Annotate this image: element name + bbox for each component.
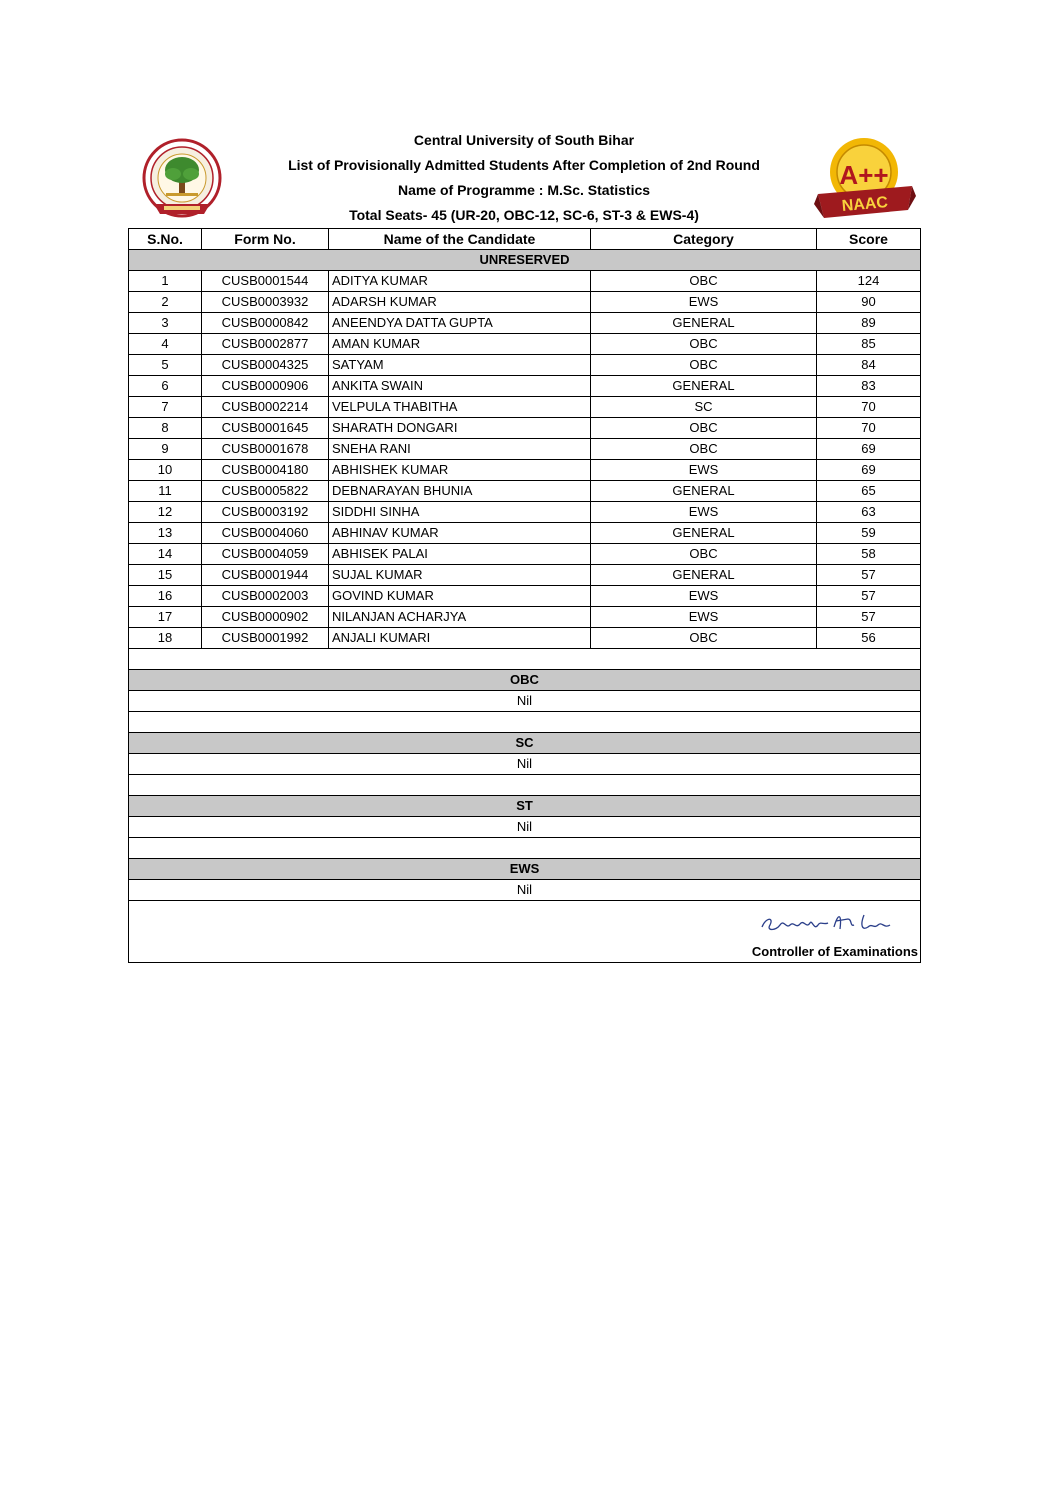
nil-row-sc <box>129 754 921 775</box>
cell-sno: 18 <box>129 628 202 649</box>
cell-score: 69 <box>817 460 921 481</box>
cell-category: GENERAL <box>591 481 817 502</box>
cell-form-no: CUSB0003932 <box>202 292 329 313</box>
cell-form-no: CUSB0003192 <box>202 502 329 523</box>
cell-category: GENERAL <box>591 376 817 397</box>
cell-sno: 16 <box>129 586 202 607</box>
column-header-category: Category <box>591 229 817 250</box>
cell-category: EWS <box>591 586 817 607</box>
cell-candidate-name: ABHISEK PALAI <box>329 544 591 565</box>
cell-sno: 15 <box>129 565 202 586</box>
table-row <box>129 460 921 481</box>
table-row <box>129 397 921 418</box>
section-label: UNRESERVED <box>129 250 921 271</box>
column-header-sno: S.No. <box>129 229 202 250</box>
cell-candidate-name: ANKITA SWAIN <box>329 376 591 397</box>
cell-sno: 7 <box>129 397 202 418</box>
signatory-label: Controller of Examinations <box>751 944 918 959</box>
cell-form-no: CUSB0001544 <box>202 271 329 292</box>
cell-category: OBC <box>591 355 817 376</box>
cell-candidate-name: GOVIND KUMAR <box>329 586 591 607</box>
cell-category: OBC <box>591 334 817 355</box>
table-row <box>129 502 921 523</box>
programme-name: Name of Programme : M.Sc. Statistics <box>397 182 651 198</box>
cell-candidate-name: ABHINAV KUMAR <box>329 523 591 544</box>
admission-list-table <box>128 228 921 963</box>
column-header-name: Name of the Candidate <box>329 229 591 250</box>
column-header-form-no: Form No. <box>202 229 329 250</box>
cell-score: 56 <box>817 628 921 649</box>
cell-score: 57 <box>817 607 921 628</box>
badge-ribbon-text: NAAC <box>841 194 889 215</box>
handwritten-signature-icon <box>756 907 896 937</box>
cell-category: OBC <box>591 628 817 649</box>
cell-form-no: CUSB0000842 <box>202 313 329 334</box>
cell-candidate-name: SATYAM <box>329 355 591 376</box>
section-heading-ews <box>129 859 921 880</box>
cell-candidate-name: DEBNARAYAN BHUNIA <box>329 481 591 502</box>
cell-sno: 4 <box>129 334 202 355</box>
cell-candidate-name: VELPULA THABITHA <box>329 397 591 418</box>
cell-form-no: CUSB0004059 <box>202 544 329 565</box>
signature-cell <box>129 901 921 963</box>
cell-sno: 17 <box>129 607 202 628</box>
cell-candidate-name: ANEENDYA DATTA GUPTA <box>329 313 591 334</box>
cell-candidate-name: ADARSH KUMAR <box>329 292 591 313</box>
table-row <box>129 313 921 334</box>
table-row <box>129 565 921 586</box>
cell-candidate-name: ANJALI KUMARI <box>329 628 591 649</box>
cell-candidate-name: SNEHA RANI <box>329 439 591 460</box>
cell-category: GENERAL <box>591 523 817 544</box>
signature-row <box>129 901 921 963</box>
cell-category: EWS <box>591 502 817 523</box>
cell-form-no: CUSB0004060 <box>202 523 329 544</box>
cell-sno: 5 <box>129 355 202 376</box>
nil-text: Nil <box>129 691 921 712</box>
cell-score: 90 <box>817 292 921 313</box>
cell-form-no: CUSB0004180 <box>202 460 329 481</box>
cell-sno: 13 <box>129 523 202 544</box>
section-heading-obc <box>129 670 921 691</box>
section-label: ST <box>129 796 921 817</box>
table-row <box>129 439 921 460</box>
cell-form-no: CUSB0004325 <box>202 355 329 376</box>
cell-score: 57 <box>817 565 921 586</box>
cell-score: 59 <box>817 523 921 544</box>
university-name: Central University of South Bihar <box>413 132 635 148</box>
cell-category: EWS <box>591 607 817 628</box>
cell-sno: 8 <box>129 418 202 439</box>
cell-form-no: CUSB0001645 <box>202 418 329 439</box>
cell-candidate-name: NILANJAN ACHARJYA <box>329 607 591 628</box>
document-header <box>128 130 920 228</box>
spacer-row <box>129 838 921 859</box>
table-row <box>129 418 921 439</box>
cell-sno: 3 <box>129 313 202 334</box>
nil-text: Nil <box>129 817 921 838</box>
cell-form-no: CUSB0002003 <box>202 586 329 607</box>
section-label: EWS <box>129 859 921 880</box>
nil-row-obc <box>129 691 921 712</box>
column-header-score: Score <box>817 229 921 250</box>
cell-form-no: CUSB0000906 <box>202 376 329 397</box>
cell-candidate-name: SIDDHI SINHA <box>329 502 591 523</box>
nil-text: Nil <box>129 754 921 775</box>
nil-row-st <box>129 817 921 838</box>
table-row <box>129 607 921 628</box>
section-label: SC <box>129 733 921 754</box>
cell-sno: 6 <box>129 376 202 397</box>
cell-form-no: CUSB0002877 <box>202 334 329 355</box>
cell-sno: 2 <box>129 292 202 313</box>
table-row <box>129 586 921 607</box>
cell-score: 85 <box>817 334 921 355</box>
table-row <box>129 271 921 292</box>
cell-candidate-name: ABHISHEK KUMAR <box>329 460 591 481</box>
cell-form-no: CUSB0001678 <box>202 439 329 460</box>
cell-score: 69 <box>817 439 921 460</box>
cell-form-no: CUSB0001992 <box>202 628 329 649</box>
table-row <box>129 334 921 355</box>
nil-row-ews <box>129 880 921 901</box>
cell-category: EWS <box>591 292 817 313</box>
table-row <box>129 376 921 397</box>
cell-category: GENERAL <box>591 565 817 586</box>
cell-sno: 10 <box>129 460 202 481</box>
cell-category: OBC <box>591 439 817 460</box>
table-row <box>129 523 921 544</box>
cell-score: 83 <box>817 376 921 397</box>
spacer-row <box>129 775 921 796</box>
total-seats: Total Seats- 45 (UR-20, OBC-12, SC-6, ST-3 & EWS-4) <box>349 207 699 223</box>
cell-sno: 12 <box>129 502 202 523</box>
section-label: OBC <box>129 670 921 691</box>
list-title: List of Provisionally Admitted Students After Completion of 2nd Round <box>288 157 760 173</box>
cell-score: 65 <box>817 481 921 502</box>
table-row <box>129 481 921 502</box>
section-heading-st <box>129 796 921 817</box>
cell-category: OBC <box>591 271 817 292</box>
table-row <box>129 292 921 313</box>
cell-form-no: CUSB0001944 <box>202 565 329 586</box>
cell-score: 124 <box>817 271 921 292</box>
section-heading-unreserved <box>129 250 921 271</box>
table-row <box>129 355 921 376</box>
cell-candidate-name: ADITYA KUMAR <box>329 271 591 292</box>
table-row <box>129 628 921 649</box>
cell-score: 70 <box>817 397 921 418</box>
cell-score: 58 <box>817 544 921 565</box>
cell-score: 57 <box>817 586 921 607</box>
cell-form-no: CUSB0005822 <box>202 481 329 502</box>
spacer-row <box>129 649 921 670</box>
cell-category: EWS <box>591 460 817 481</box>
cell-form-no: CUSB0002214 <box>202 397 329 418</box>
cell-form-no: CUSB0000902 <box>202 607 329 628</box>
cell-score: 89 <box>817 313 921 334</box>
cell-category: OBC <box>591 544 817 565</box>
cell-candidate-name: AMAN KUMAR <box>329 334 591 355</box>
cell-score: 63 <box>817 502 921 523</box>
spacer-row <box>129 712 921 733</box>
cell-candidate-name: SHARATH DONGARI <box>329 418 591 439</box>
cell-sno: 11 <box>129 481 202 502</box>
cell-category: SC <box>591 397 817 418</box>
cell-candidate-name: SUJAL KUMAR <box>329 565 591 586</box>
badge-grade-text: A++ <box>839 160 889 190</box>
cell-score: 84 <box>817 355 921 376</box>
cell-sno: 14 <box>129 544 202 565</box>
cell-category: OBC <box>591 418 817 439</box>
nil-text: Nil <box>129 880 921 901</box>
cell-sno: 1 <box>129 271 202 292</box>
table-row <box>129 544 921 565</box>
cell-category: GENERAL <box>591 313 817 334</box>
section-heading-sc <box>129 733 921 754</box>
table-header-row <box>129 229 921 250</box>
cell-sno: 9 <box>129 439 202 460</box>
cell-score: 70 <box>817 418 921 439</box>
